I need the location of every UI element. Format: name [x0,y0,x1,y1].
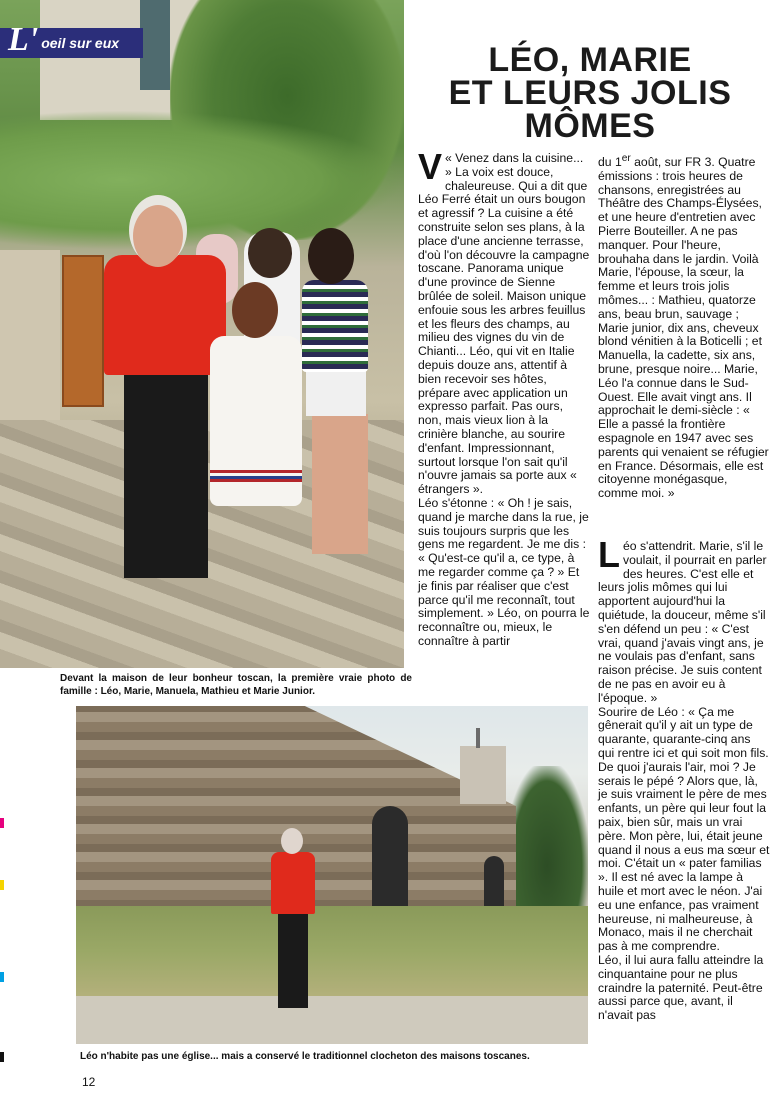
paragraph-text: du 1 [598,155,622,170]
mathieu-head [308,228,354,284]
photo-caption-bottom: Léo n'habite pas une église... mais a conservé le traditionnel clocheton des maisons toscanes. [80,1051,530,1062]
headline-line-1: LÉO, MARIE [488,41,692,79]
leo-trousers [124,372,208,578]
paragraph [418,146,590,497]
article-column-1 [418,146,590,649]
cross-icon [476,728,480,748]
headline-line-3: MÔMES [524,107,656,145]
leo-trousers [278,912,308,1008]
paragraph-text: éo s'attendrit. Marie, s'il le voulait, il pourrait en parler des heures. C'est elle et leurs jolis mômes qui lui apportent aujourd'hui la quiétude, la douceur, même s'il s'en défend un peu : « C'est vrai, quand j'avais vingt ans, je ne voulais pas d'enfant, sans raison précise. Je suis content de ne pas en avoir eu à l'époque. » [598,539,767,705]
family-photo [0,0,404,668]
grass [76,906,588,996]
registration-mark [0,1052,4,1062]
paragraph: Léo s'étonne : « Oh ! je sais, quand je marche dans la rue, je suis toujours surpris que les gens me regardent. Je me dis : « Qu'est-ce qu'il a, ce type, à me regarder comme ça ? » Et je finis par réaliser que c'est parce qu'il me reconnaît, tout simplement. » Léo, on pourra le reconnaître ou, mieux, le connaître à partir [418,495,590,648]
gravel-path [76,996,588,1044]
page-number: 12 [82,1075,96,1089]
mathieu-striped-shirt [302,280,368,372]
paragraph-text: août, sur FR 3. Quatre émissions : trois heures de chansons, enregistrées au Théâtre des Champs-Élysées, et une heure d'entretien avec Pierre Bouteiller. A ne pas manquer. Pour l'heure, brouhaha dans le jardin. Voilà Marie, l'épouse, la sœur, la femme et leurs trois jolis mômes... : Mathieu, quatorze ans, beau brun, sauvage ; Marie junior, dix ans, cheveux blond vénitien à la Boticelli ; et Manuella, la cadette, six ans, brune, presque noire... Marie, Léo l'a connue dans le Sud-Ouest. Elle avait vingt ans. Il approchait le demi-siècle : « Elle a passé la frontière espagnole en 1947 avec ses parents qui venaient se réfugier en France. Désormais, elle est citoyenne monégasque, comme moi. » [598,155,769,501]
paragraph-text: « Venez dans la cuisine... » La voix est douce, chaleureuse. Qui a dit que Léo Ferré était un ours bougon et agressif ? La cuisine a été construite selon ses plans, à la place d'une ancienne terrasse, d'où l'on découvre la campagne toscane. Panorama unique d'une province de Sienne brûlée de soleil. Maison unique enfouie sous les arbres feuillus et les fleurs des champs, au milieu des vignes du vin de Chianti... Léo, qui vit en Italie depuis douze ans, attentif à bien recevoir ses hôtes, prépare avec application un expresso parfait. Pas ours, non, mais vieux lion à la crinière blanche, au sourire d'enfant. Impressionnant, surtout lorsque l'on sait qu'il n'ouvre jamais sa porte aux « étrangers ». [418,151,590,497]
leo-head [281,828,303,854]
registration-mark [0,818,4,828]
marie-head [248,228,292,278]
drop-cap: V [418,146,443,187]
article-headline [425,41,755,145]
dress-stripes [210,470,302,484]
ordinal-superscript: er [621,153,631,164]
article-column-2 [598,152,770,501]
church-photo [76,706,588,1044]
wooden-door [62,255,104,407]
leo-red-shirt [271,852,315,914]
rubric-initial: L' [8,21,39,58]
rubric-text: oeil sur eux [41,35,120,51]
drop-cap: L [598,534,620,575]
paragraph [598,152,770,501]
bell-tower [460,746,506,804]
mathieu-legs [312,414,368,554]
headline-line-2: ET LEURS JOLIS [448,74,732,112]
photo-caption-top: Devant la maison de leur bonheur toscan, la première vraie photo de famille : Léo, Marie, Manuela, Mathieu et Marie Junior. [60,673,412,697]
girl-head [232,282,278,338]
registration-mark [0,972,4,982]
paragraph: Léo, il lui aura fallu atteindre la cinquantaine pour ne plus craindre la paternité. Peut-être aussi parce que, avant, il n'avait pas [598,952,764,1023]
leo-head [133,205,183,267]
leo-red-shirt [104,255,226,375]
article-column-3 [598,534,770,1023]
rubric-banner [0,21,143,58]
window-shutter [140,0,170,90]
paragraph: Sourire de Léo : « Ça me gênerait qu'il y ait un type de quarante, quarante-cinq ans qui rentre ici et qui soit mon fils. De quoi j'aurais l'air, moi ? Je serais le pépé ? Alors que, là, je suis vraiment le père de mes enfants, un père qui leur fout la paix, bien sûr, mais un vrai père. Mon père, lui, était jeune quand il nous a eus ma sœur et moi. C'était un « pater familias ». Il est né avec la lampe à huile et mort avec le néon. J'ai eu une enfance, pas vraiment heureuse, ni malheureuse, à Monaco, mais il ne cherchait pas à me comprendre. [598,704,770,954]
registration-mark [0,880,4,890]
vine-pergola [0,110,404,250]
mathieu-shorts [306,370,366,416]
paragraph [598,534,770,706]
